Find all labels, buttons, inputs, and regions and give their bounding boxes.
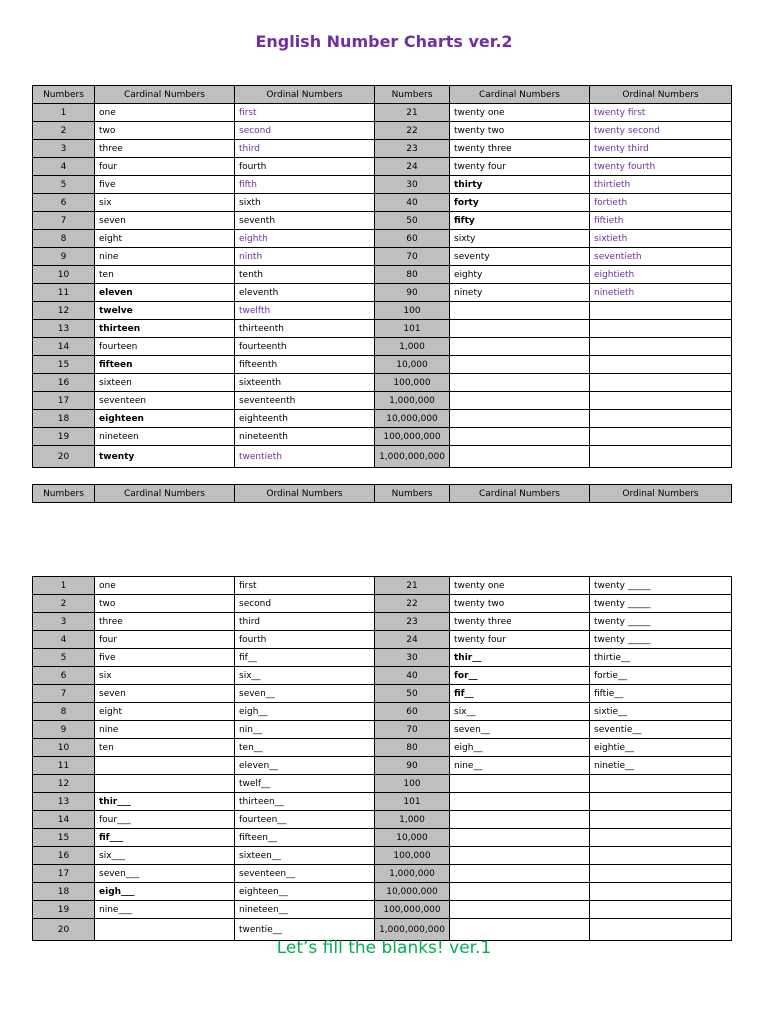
table-cell: two xyxy=(95,595,235,613)
table-cell: third xyxy=(235,140,375,158)
table-cell: eightieth xyxy=(590,266,732,284)
table-cell: 3 xyxy=(33,613,95,631)
table-cell: first xyxy=(235,104,375,122)
table-cell: eleven xyxy=(95,284,235,302)
table-cell xyxy=(450,356,590,374)
table-cell: 4 xyxy=(33,631,95,649)
table-cell: one xyxy=(95,577,235,595)
table-cell: 100 xyxy=(375,775,450,793)
table-cell: forty xyxy=(450,194,590,212)
table-cell: 1,000,000 xyxy=(375,392,450,410)
table-cell: 17 xyxy=(33,865,95,883)
fill-blanks-table xyxy=(32,576,732,941)
table-cell: second xyxy=(235,595,375,613)
table-cell xyxy=(450,338,590,356)
table-row xyxy=(33,901,732,919)
table-cell: four xyxy=(95,631,235,649)
table-cell: 20 xyxy=(33,446,95,468)
table-cell: thir__ xyxy=(450,649,590,667)
table-cell: four___ xyxy=(95,811,235,829)
table-cell xyxy=(450,793,590,811)
table-cell: twenty four xyxy=(450,631,590,649)
footer-caption: Let’s fill the blanks! ver.1 xyxy=(276,938,492,958)
table-cell: 60 xyxy=(375,230,450,248)
table-cell: twenty two xyxy=(450,595,590,613)
table-cell: 50 xyxy=(375,212,450,230)
table-cell: eighteen xyxy=(95,410,235,428)
table-row xyxy=(33,793,732,811)
table-cell: 24 xyxy=(375,631,450,649)
table-cell: nin__ xyxy=(235,721,375,739)
table-cell: twentie__ xyxy=(235,919,375,941)
table-row xyxy=(33,248,732,266)
table-cell: seventeenth xyxy=(235,392,375,410)
table-cell: 13 xyxy=(33,793,95,811)
table-cell: ninetieth xyxy=(590,284,732,302)
table-cell: 11 xyxy=(33,757,95,775)
table-cell: 1,000,000 xyxy=(375,865,450,883)
table-cell: 12 xyxy=(33,775,95,793)
header-row xyxy=(33,485,732,503)
table-cell: three xyxy=(95,613,235,631)
table-cell: 2 xyxy=(33,122,95,140)
table-cell: nineteenth xyxy=(235,428,375,446)
table-row xyxy=(33,446,732,468)
table-cell: 23 xyxy=(375,613,450,631)
table-cell: 100,000,000 xyxy=(375,428,450,446)
table-cell: 10,000 xyxy=(375,356,450,374)
header-cell: Cardinal Numbers xyxy=(450,86,590,104)
page-title: English Number Charts ver.2 xyxy=(255,32,513,51)
table-cell: eighteenth xyxy=(235,410,375,428)
table-cell: 40 xyxy=(375,667,450,685)
table-cell: 18 xyxy=(33,410,95,428)
table-cell xyxy=(450,446,590,468)
table-cell: fif__ xyxy=(235,649,375,667)
table-cell: 14 xyxy=(33,811,95,829)
table-cell: seven xyxy=(95,212,235,230)
table-cell: twenty second xyxy=(590,122,732,140)
header-cell: Ordinal Numbers xyxy=(590,485,732,503)
table-row xyxy=(33,428,732,446)
table-cell: 7 xyxy=(33,212,95,230)
header-cell: Numbers xyxy=(33,485,95,503)
table-row xyxy=(33,230,732,248)
table-cell: five xyxy=(95,649,235,667)
table-cell: seventieth xyxy=(590,248,732,266)
table-cell: 4 xyxy=(33,158,95,176)
table-cell: fortie__ xyxy=(590,667,732,685)
table-cell: 10,000,000 xyxy=(375,883,450,901)
table-cell: 16 xyxy=(33,847,95,865)
table-cell xyxy=(590,883,732,901)
table-cell xyxy=(590,775,732,793)
table-cell xyxy=(590,392,732,410)
table-cell: eight xyxy=(95,230,235,248)
table-cell xyxy=(450,302,590,320)
table-cell: 14 xyxy=(33,338,95,356)
table-cell xyxy=(590,446,732,468)
table-cell: tenth xyxy=(235,266,375,284)
table-cell xyxy=(450,811,590,829)
table-cell xyxy=(590,901,732,919)
table-cell: 17 xyxy=(33,392,95,410)
table-cell: sixteen xyxy=(95,374,235,392)
table-cell xyxy=(450,320,590,338)
table-cell: twenty _____ xyxy=(590,595,732,613)
table-row xyxy=(33,410,732,428)
table-row xyxy=(33,392,732,410)
table-cell: 70 xyxy=(375,721,450,739)
table-cell: 11 xyxy=(33,284,95,302)
table-row xyxy=(33,104,732,122)
table-cell: 90 xyxy=(375,284,450,302)
table-row xyxy=(33,122,732,140)
header-cell: Ordinal Numbers xyxy=(235,86,375,104)
table-cell xyxy=(450,410,590,428)
table-cell: twenty one xyxy=(450,577,590,595)
table-cell: twenty four xyxy=(450,158,590,176)
table-cell: eighteen__ xyxy=(235,883,375,901)
table-cell: fifth xyxy=(235,176,375,194)
table-cell: nine xyxy=(95,248,235,266)
table-cell: 10,000,000 xyxy=(375,410,450,428)
table-cell xyxy=(590,847,732,865)
table-cell: five xyxy=(95,176,235,194)
table-cell: 1,000,000,000 xyxy=(375,919,450,941)
table-cell: second xyxy=(235,122,375,140)
table-row xyxy=(33,847,732,865)
table-cell: seven__ xyxy=(235,685,375,703)
table-row xyxy=(33,302,732,320)
table-cell: seventeen xyxy=(95,392,235,410)
table-cell: for__ xyxy=(450,667,590,685)
table-cell: seventy xyxy=(450,248,590,266)
table-row xyxy=(33,703,732,721)
table-cell: thir___ xyxy=(95,793,235,811)
table-cell: 21 xyxy=(375,104,450,122)
table-cell: 3 xyxy=(33,140,95,158)
table-cell: twelve xyxy=(95,302,235,320)
table-cell: 100 xyxy=(375,302,450,320)
table-cell: fifteen__ xyxy=(235,829,375,847)
blank-header-table xyxy=(32,484,732,503)
chart-body xyxy=(33,104,732,468)
table-cell: seventh xyxy=(235,212,375,230)
table-cell: 5 xyxy=(33,176,95,194)
table-cell: twenty xyxy=(95,446,235,468)
table-cell: twenty three xyxy=(450,140,590,158)
table-cell: twenty _____ xyxy=(590,631,732,649)
table-cell: 100,000 xyxy=(375,374,450,392)
table-cell xyxy=(590,811,732,829)
table-row xyxy=(33,194,732,212)
header-cell: Cardinal Numbers xyxy=(450,485,590,503)
blank-body xyxy=(33,577,732,941)
table-cell: 101 xyxy=(375,320,450,338)
table-cell: 1,000,000,000 xyxy=(375,446,450,468)
table-cell: third xyxy=(235,613,375,631)
table-cell: 15 xyxy=(33,829,95,847)
table-cell: seven xyxy=(95,685,235,703)
table-cell: 1 xyxy=(33,577,95,595)
table-row xyxy=(33,158,732,176)
table-cell: nineteen__ xyxy=(235,901,375,919)
table-cell: 50 xyxy=(375,685,450,703)
table-row xyxy=(33,667,732,685)
header-cell: Numbers xyxy=(375,86,450,104)
table-cell: 80 xyxy=(375,266,450,284)
table-cell: 30 xyxy=(375,649,450,667)
table-cell: thirtie__ xyxy=(590,649,732,667)
table-cell: eleven__ xyxy=(235,757,375,775)
table-cell: 30 xyxy=(375,176,450,194)
table-row xyxy=(33,739,732,757)
table-row xyxy=(33,649,732,667)
table-cell: eigh__ xyxy=(235,703,375,721)
table-row xyxy=(33,829,732,847)
table-cell xyxy=(95,757,235,775)
table-cell xyxy=(450,428,590,446)
table-cell: 12 xyxy=(33,302,95,320)
table-cell: twenty third xyxy=(590,140,732,158)
table-cell: fourteen__ xyxy=(235,811,375,829)
table-cell xyxy=(590,793,732,811)
table-cell xyxy=(590,428,732,446)
table-cell: thirty xyxy=(450,176,590,194)
table-cell xyxy=(450,865,590,883)
table-cell xyxy=(450,374,590,392)
table-cell xyxy=(590,865,732,883)
table-cell: sixth xyxy=(235,194,375,212)
table-cell xyxy=(450,775,590,793)
table-row xyxy=(33,356,732,374)
table-cell: seventeen__ xyxy=(235,865,375,883)
table-cell: twenty three xyxy=(450,613,590,631)
number-chart-table xyxy=(32,85,732,468)
header-cell: Cardinal Numbers xyxy=(95,86,235,104)
table-cell xyxy=(590,320,732,338)
table-cell: 9 xyxy=(33,721,95,739)
table-row xyxy=(33,577,732,595)
table-cell: thirteen xyxy=(95,320,235,338)
table-row xyxy=(33,140,732,158)
table-cell: fif__ xyxy=(450,685,590,703)
table-cell: ninth xyxy=(235,248,375,266)
table-cell: 10 xyxy=(33,739,95,757)
table-cell: sixteenth xyxy=(235,374,375,392)
table-cell xyxy=(590,829,732,847)
table-cell: seventie__ xyxy=(590,721,732,739)
table-row xyxy=(33,212,732,230)
table-cell xyxy=(590,338,732,356)
table-cell: 8 xyxy=(33,703,95,721)
table-cell: 10,000 xyxy=(375,829,450,847)
table-cell xyxy=(450,847,590,865)
table-cell: twenty _____ xyxy=(590,577,732,595)
table-cell xyxy=(590,302,732,320)
table-cell xyxy=(450,901,590,919)
table-cell: twelf__ xyxy=(235,775,375,793)
table-cell: fourteen xyxy=(95,338,235,356)
table-cell: 24 xyxy=(375,158,450,176)
header-cell: Cardinal Numbers xyxy=(95,485,235,503)
table-cell: three xyxy=(95,140,235,158)
table-cell: 40 xyxy=(375,194,450,212)
table-cell: 19 xyxy=(33,428,95,446)
table-row xyxy=(33,284,732,302)
table-cell: 1 xyxy=(33,104,95,122)
table-row xyxy=(33,883,732,901)
table-row xyxy=(33,811,732,829)
table-cell: ten xyxy=(95,739,235,757)
table-cell: 7 xyxy=(33,685,95,703)
header-cell: Numbers xyxy=(33,86,95,104)
table-cell: thirteen__ xyxy=(235,793,375,811)
table-cell: twenty two xyxy=(450,122,590,140)
table-cell: 90 xyxy=(375,757,450,775)
table-cell: eleventh xyxy=(235,284,375,302)
table-cell: fortieth xyxy=(590,194,732,212)
table-cell: sixtieth xyxy=(590,230,732,248)
table-cell: 20 xyxy=(33,919,95,941)
table-cell: 1,000 xyxy=(375,338,450,356)
table-cell: eighth xyxy=(235,230,375,248)
table-cell: one xyxy=(95,104,235,122)
table-cell: fourth xyxy=(235,631,375,649)
table-cell: eigh___ xyxy=(95,883,235,901)
table-cell: six___ xyxy=(95,847,235,865)
table-cell: 21 xyxy=(375,577,450,595)
table-row xyxy=(33,374,732,392)
table-cell: 13 xyxy=(33,320,95,338)
table-cell: twenty _____ xyxy=(590,613,732,631)
table-cell: 18 xyxy=(33,883,95,901)
table-cell: six__ xyxy=(450,703,590,721)
table-cell: sixtie__ xyxy=(590,703,732,721)
table-row xyxy=(33,320,732,338)
table-cell: ten xyxy=(95,266,235,284)
table-cell: eight xyxy=(95,703,235,721)
table-cell: six__ xyxy=(235,667,375,685)
table-cell: seven__ xyxy=(450,721,590,739)
table-row xyxy=(33,176,732,194)
header-cell: Ordinal Numbers xyxy=(590,86,732,104)
table-cell: 10 xyxy=(33,266,95,284)
table-row xyxy=(33,865,732,883)
table-cell: 15 xyxy=(33,356,95,374)
table-cell xyxy=(450,392,590,410)
table-cell: twentieth xyxy=(235,446,375,468)
table-cell: 9 xyxy=(33,248,95,266)
table-cell: four xyxy=(95,158,235,176)
table-row xyxy=(33,775,732,793)
table-cell: six xyxy=(95,667,235,685)
table-cell: fourteenth xyxy=(235,338,375,356)
header-cell: Numbers xyxy=(375,485,450,503)
table-row xyxy=(33,613,732,631)
table-cell: 1,000 xyxy=(375,811,450,829)
header-row xyxy=(33,86,732,104)
table-cell: twenty fourth xyxy=(590,158,732,176)
table-cell: sixty xyxy=(450,230,590,248)
table-row xyxy=(33,595,732,613)
table-cell: twenty one xyxy=(450,104,590,122)
table-cell: six xyxy=(95,194,235,212)
table-cell: 60 xyxy=(375,703,450,721)
table-cell: fiftieth xyxy=(590,212,732,230)
table-cell: eighty xyxy=(450,266,590,284)
table-cell: 100,000,000 xyxy=(375,901,450,919)
table-cell: nine__ xyxy=(450,757,590,775)
table-cell: eightie__ xyxy=(590,739,732,757)
table-cell: ninety xyxy=(450,284,590,302)
table-cell: twelfth xyxy=(235,302,375,320)
table-cell: 16 xyxy=(33,374,95,392)
table-cell: fiftie__ xyxy=(590,685,732,703)
table-cell: 19 xyxy=(33,901,95,919)
table-cell: 101 xyxy=(375,793,450,811)
table-cell: fifty xyxy=(450,212,590,230)
table-cell: nine___ xyxy=(95,901,235,919)
table-cell: first xyxy=(235,577,375,595)
table-cell: 22 xyxy=(375,595,450,613)
table-row xyxy=(33,721,732,739)
table-cell: 6 xyxy=(33,194,95,212)
table-cell: fifteen xyxy=(95,356,235,374)
table-cell: 23 xyxy=(375,140,450,158)
table-cell: 6 xyxy=(33,667,95,685)
table-cell: twenty first xyxy=(590,104,732,122)
table-cell: 2 xyxy=(33,595,95,613)
table-cell xyxy=(590,356,732,374)
table-cell: fif___ xyxy=(95,829,235,847)
table-cell xyxy=(450,883,590,901)
table-cell: nineteen xyxy=(95,428,235,446)
table-cell: sixteen__ xyxy=(235,847,375,865)
table-cell: 100,000 xyxy=(375,847,450,865)
table-cell: 5 xyxy=(33,649,95,667)
table-cell xyxy=(95,775,235,793)
table-cell: 8 xyxy=(33,230,95,248)
table-cell: 70 xyxy=(375,248,450,266)
table-cell: two xyxy=(95,122,235,140)
table-cell xyxy=(590,374,732,392)
table-cell: 22 xyxy=(375,122,450,140)
table-cell xyxy=(450,829,590,847)
table-cell: thirteenth xyxy=(235,320,375,338)
table-row xyxy=(33,631,732,649)
table-row xyxy=(33,757,732,775)
table-cell: nine xyxy=(95,721,235,739)
table-row xyxy=(33,685,732,703)
table-row xyxy=(33,266,732,284)
table-cell: ninetie__ xyxy=(590,757,732,775)
table-cell: 80 xyxy=(375,739,450,757)
table-cell: eigh__ xyxy=(450,739,590,757)
table-cell: seven___ xyxy=(95,865,235,883)
table-cell: fifteenth xyxy=(235,356,375,374)
table-cell xyxy=(590,410,732,428)
table-cell: thirtieth xyxy=(590,176,732,194)
table-row xyxy=(33,338,732,356)
table-cell: fourth xyxy=(235,158,375,176)
header-cell: Ordinal Numbers xyxy=(235,485,375,503)
table-cell: ten__ xyxy=(235,739,375,757)
